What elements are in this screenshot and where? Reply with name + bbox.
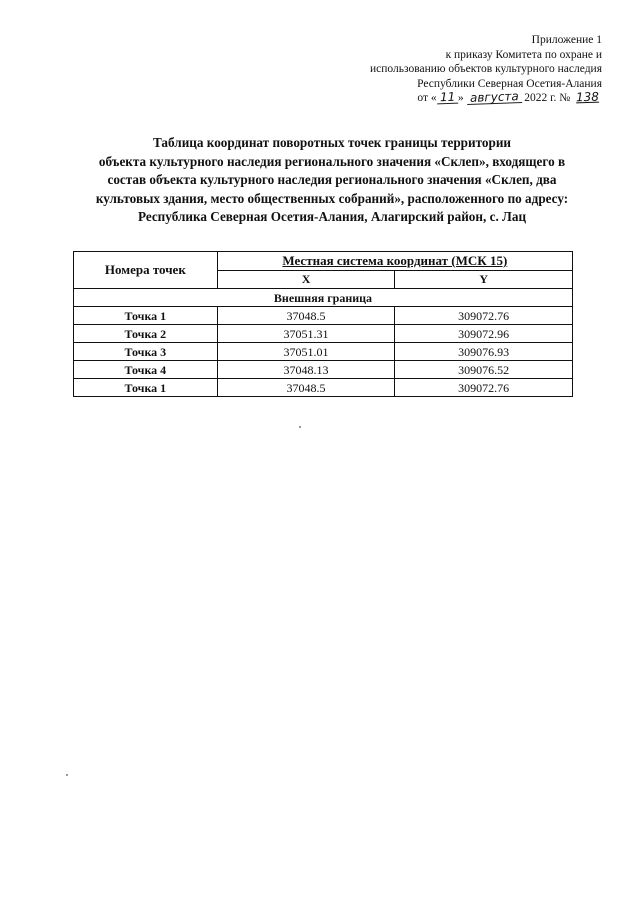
appendix-line-2: к приказу Комитета по охране и — [445, 48, 602, 61]
coordinates-table — [73, 251, 573, 397]
handwritten-month: августа — [466, 90, 521, 105]
appendix-line-3: использованию объектов культурного наследия — [369, 63, 602, 75]
title-line-5: Республика Северная Осетия-Алания, Алагирский район, с. Лац — [137, 209, 527, 224]
handwritten-day: 11 — [436, 91, 458, 105]
table-row — [74, 361, 573, 379]
header-point-numbers: Номера точек — [74, 252, 218, 289]
title-line-1: Таблица координат поворотных точек границы территории — [152, 135, 512, 150]
header-x: X — [217, 270, 395, 289]
point-y: 309076.52 — [395, 361, 573, 379]
document-title — [62, 134, 602, 227]
point-y: 309072.76 — [395, 379, 573, 397]
point-y: 309072.96 — [395, 325, 573, 343]
table-row — [74, 379, 573, 397]
appendix-block — [302, 33, 602, 106]
date-prefix: от « — [417, 92, 437, 104]
section-outer-boundary: Внешняя граница — [74, 289, 573, 307]
point-x: 37048.5 — [217, 379, 395, 397]
table-row — [74, 307, 573, 325]
table-row — [74, 325, 573, 343]
date-year: 2022 г. № — [524, 92, 571, 104]
point-name: Точка 3 — [74, 343, 218, 361]
appendix-line-1: Приложение 1 — [531, 34, 602, 46]
date-mid: » — [457, 92, 464, 104]
handwritten-order-number: 138 — [575, 89, 600, 105]
point-y: 309072.76 — [395, 307, 573, 325]
header-coordinate-system: Местная система координат (МСК 15) — [217, 252, 572, 271]
point-name: Точка 2 — [74, 325, 218, 343]
point-y: 309076.93 — [395, 343, 573, 361]
scan-speck — [66, 774, 68, 776]
title-line-4: культовых здания, место общественных собраний», расположенного по адресу: — [95, 190, 569, 206]
scan-speck — [299, 426, 301, 428]
appendix-line-4: Республики Северная Осетия-Алания — [417, 77, 602, 90]
point-name: Точка 1 — [74, 307, 218, 325]
point-x: 37051.01 — [217, 343, 395, 361]
point-x: 37048.5 — [217, 307, 395, 325]
point-name: Точка 1 — [74, 379, 218, 397]
title-line-2: объекта культурного наследия регионального значения «Склеп», входящего в — [98, 153, 566, 169]
point-name: Точка 4 — [74, 361, 218, 379]
appendix-date-line — [302, 91, 602, 106]
header-y: Y — [395, 270, 573, 289]
point-x: 37051.31 — [217, 325, 395, 343]
table-row — [74, 343, 573, 361]
section-row — [74, 289, 573, 307]
title-line-3: состав объекта культурного наследия регионального значения «Склеп, два — [107, 172, 557, 187]
point-x: 37048.13 — [217, 361, 395, 379]
